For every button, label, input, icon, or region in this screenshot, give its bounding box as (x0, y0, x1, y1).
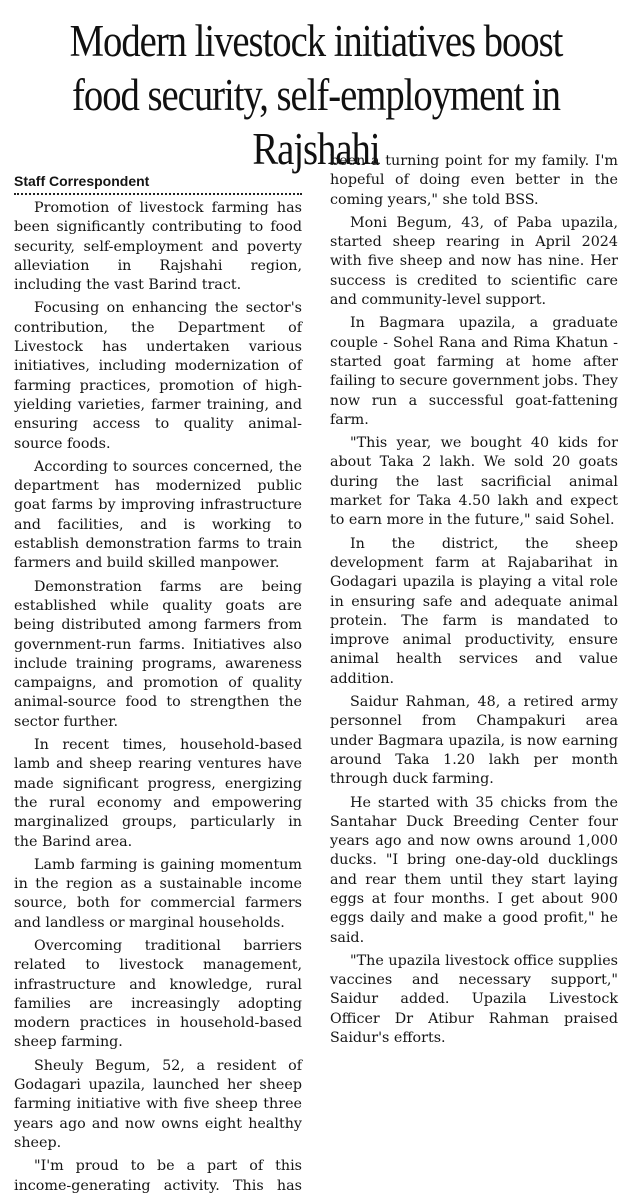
paragraph: Moni Begum, 43, of Paba upazila, started sheep rearing in April 2024 with five sheep and now has nine. Her success is credited to scientific care and community-level support. (330, 214, 618, 309)
paragraph: Overcoming traditional barriers related to livestock management, infrastructure and knowledge, rural families are increasingly adopting modern practices in household-based sheep farming. (14, 937, 302, 1051)
paragraph: "This year, we bought 40 kids for about Taka 2 lakh. We sold 20 goats during the last sacrificial animal market for Taka 4.50 lakh and expect to earn more in the future," said Sohel. (330, 435, 618, 529)
paragraph: Demonstration farms are being established while quality goats are being distributed among farmers from government-run farms. Initiatives also include training programs, awareness campaigns, and promotion of quality animal-source food to strengthen the sector further. (14, 578, 302, 730)
paragraph: Promotion of livestock farming has been significantly contributing to food security, self-employment and poverty alleviation in Rajshahi region, including the vast Barind tract. (14, 200, 302, 294)
paragraph: Focusing on enhancing the sector's contribution, the Department of Livestock has undertaken various initiatives, including modernization of farming practices, promotion of high-yielding varieties, farmer training, and ensuring access to quality animal-source foods. (14, 300, 302, 452)
article-body (14, 152, 618, 1200)
paragraph: "I'm proud to be a part of this income-generating activity. This has been a turning point for my family. I'm hopeful of doing even better in the coming years," she told BSS. (14, 153, 618, 1194)
paragraph: He started with 35 chicks from the Santahar Duck Breeding Center four years ago and now owns around 1,000 ducks. "I bring one-day-old ducklings and rear them until they start laying eggs at four months. I get about 900 eggs daily and make a good profit," he said. (330, 794, 618, 946)
paragraph: Sheuly Begum, 52, a resident of Godagari upazila, launched her sheep farming initiative with five sheep three years ago and now owns eight healthy sheep. (14, 1057, 302, 1151)
paragraph: Saidur Rahman, 48, a retired army personnel from Champakuri area under Bagmara upazila, is now earning around Taka 1.20 lakh per month through duck farming. (330, 694, 618, 788)
paragraph: According to sources concerned, the department has modernized public goat farms by improving infrastructure and facilities, and is working to establish demonstration farms to train farmers and build skilled manpower. (14, 458, 302, 572)
paragraph: In Bagmara upazila, a graduate couple - Sohel Rana and Rima Khatun - started goat farming at home after failing to secure government jobs. They now run a successful goat-fattening farm. (330, 315, 618, 428)
byline: Staff Correspondent (14, 152, 302, 195)
paragraph: Lamb farming is gaining momentum in the region as a sustainable income source, both for commercial farmers and landless or marginal households. (14, 856, 302, 931)
paragraph: In the district, the sheep development farm at Rajabarihat in Godagari upazila is playing a vital role in ensuring safe and adequate animal protein. The farm is mandated to improve animal productivity, ensure animal health services and value addition. (330, 535, 618, 687)
headline: Modern livestock initiatives boost food security, self-employment in Rajshahi (69, 16, 563, 174)
paragraph: "The upazila livestock office supplies vaccines and necessary support," Saidur added. Upazila Livestock Officer Dr Atibur Rahman praised Saidur's efforts. (330, 952, 618, 1047)
paragraph: In recent times, household-based lamb and sheep rearing ventures have made significant progress, energizing the rural economy and empowering marginalized groups, particularly in the Barind area. (14, 737, 302, 850)
